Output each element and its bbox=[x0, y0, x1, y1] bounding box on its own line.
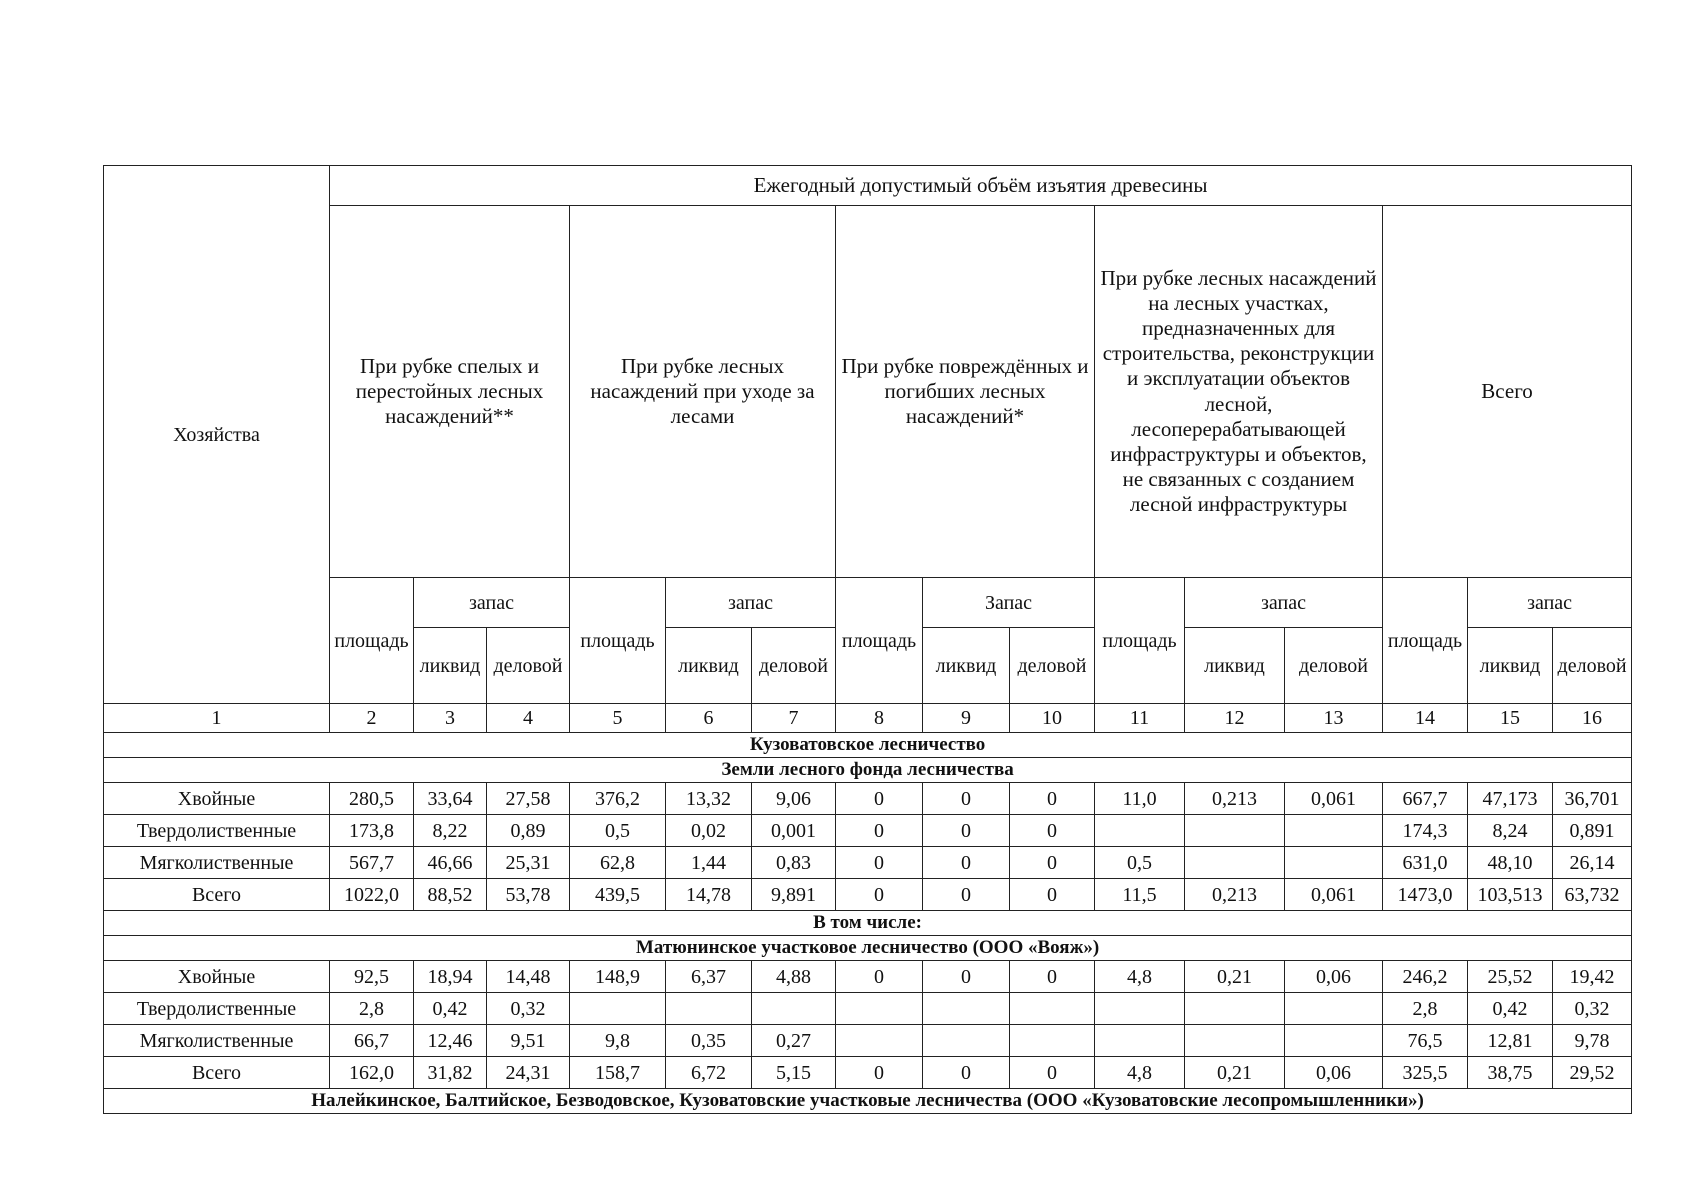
table-body bbox=[104, 733, 1632, 1114]
table-cell bbox=[1010, 993, 1095, 1025]
table-cell: 14,78 bbox=[666, 879, 752, 911]
table-row bbox=[104, 847, 1632, 879]
species-group-name: Твердолиственные bbox=[104, 815, 330, 847]
table-cell: 631,0 bbox=[1383, 847, 1468, 879]
table-cell bbox=[1285, 993, 1383, 1025]
table-cell: 174,3 bbox=[1383, 815, 1468, 847]
table-cell: 1,44 bbox=[666, 847, 752, 879]
table-row bbox=[104, 993, 1632, 1025]
table-cell: 0 bbox=[923, 1057, 1010, 1089]
table-cell: 29,52 bbox=[1553, 1057, 1632, 1089]
table-cell bbox=[1095, 815, 1185, 847]
table-cell: 9,78 bbox=[1553, 1025, 1632, 1057]
area-header: площадь bbox=[330, 578, 414, 704]
table-cell: 0,061 bbox=[1285, 783, 1383, 815]
stock-header: запас bbox=[666, 578, 836, 628]
table-cell: 92,5 bbox=[330, 961, 414, 993]
table-cell: 103,513 bbox=[1468, 879, 1553, 911]
table-cell bbox=[1185, 815, 1285, 847]
group-header-damaged-felling: При рубке повреждённых и погибших лесных насаждений* bbox=[836, 206, 1095, 578]
table-cell: 0,42 bbox=[1468, 993, 1553, 1025]
section-title-row bbox=[104, 733, 1632, 758]
table-cell: 27,58 bbox=[487, 783, 570, 815]
table-cell bbox=[752, 993, 836, 1025]
group-header-mature-felling: При рубке спелых и перестойных лесных насаждений** bbox=[330, 206, 570, 578]
table-cell: 0,001 bbox=[752, 815, 836, 847]
business-header: деловой bbox=[1010, 628, 1095, 704]
area-header: площадь bbox=[570, 578, 666, 704]
table-cell: 0 bbox=[1010, 879, 1095, 911]
table-cell: 6,72 bbox=[666, 1057, 752, 1089]
table-cell: 62,8 bbox=[570, 847, 666, 879]
table-cell: 0,21 bbox=[1185, 961, 1285, 993]
table-cell: 8,22 bbox=[414, 815, 487, 847]
table-cell bbox=[1010, 1025, 1095, 1057]
table-cell: 25,52 bbox=[1468, 961, 1553, 993]
table-cell bbox=[836, 1025, 923, 1057]
table-cell: 0 bbox=[923, 879, 1010, 911]
column-number: 11 bbox=[1095, 704, 1185, 733]
table-cell: 325,5 bbox=[1383, 1057, 1468, 1089]
table-row bbox=[104, 1057, 1632, 1089]
species-group-name: Хвойные bbox=[104, 961, 330, 993]
table-cell: 0 bbox=[923, 815, 1010, 847]
table-cell: 0 bbox=[923, 961, 1010, 993]
table-row bbox=[104, 879, 1632, 911]
table-cell: 4,88 bbox=[752, 961, 836, 993]
section-title-row bbox=[104, 911, 1632, 936]
column-number: 4 bbox=[487, 704, 570, 733]
column-number: 2 bbox=[330, 704, 414, 733]
table-row bbox=[104, 1025, 1632, 1057]
table-cell: 36,701 bbox=[1553, 783, 1632, 815]
liquid-header: ликвид bbox=[1468, 628, 1553, 704]
column-number: 13 bbox=[1285, 704, 1383, 733]
species-group-name: Мягколиственные bbox=[104, 847, 330, 879]
column-number: 16 bbox=[1553, 704, 1632, 733]
table-cell bbox=[836, 993, 923, 1025]
business-header: деловой bbox=[487, 628, 570, 704]
section-title: Налейкинское, Балтийское, Безводовское, Кузоватовские участковые лесничества (ООО «Кузоватовские лесопромышленники») bbox=[104, 1089, 1632, 1114]
table-cell: 0,89 bbox=[487, 815, 570, 847]
column-number: 7 bbox=[752, 704, 836, 733]
table-cell: 48,10 bbox=[1468, 847, 1553, 879]
table-cell: 31,82 bbox=[414, 1057, 487, 1089]
table-cell: 18,94 bbox=[414, 961, 487, 993]
table-cell: 1022,0 bbox=[330, 879, 414, 911]
table-cell: 11,5 bbox=[1095, 879, 1185, 911]
table-cell: 0 bbox=[836, 879, 923, 911]
table-row bbox=[104, 961, 1632, 993]
table-cell: 63,732 bbox=[1553, 879, 1632, 911]
table-cell: 162,0 bbox=[330, 1057, 414, 1089]
table-cell: 0,06 bbox=[1285, 961, 1383, 993]
table-cell: 0 bbox=[836, 847, 923, 879]
table-cell: 0,061 bbox=[1285, 879, 1383, 911]
group-header-total: Всего bbox=[1383, 206, 1632, 578]
table-cell: 0,06 bbox=[1285, 1057, 1383, 1089]
stock-header: запас bbox=[414, 578, 570, 628]
column-number: 9 bbox=[923, 704, 1010, 733]
column-number: 12 bbox=[1185, 704, 1285, 733]
section-title-row bbox=[104, 1089, 1632, 1114]
column-number: 6 bbox=[666, 704, 752, 733]
table-cell: 280,5 bbox=[330, 783, 414, 815]
table-row bbox=[104, 815, 1632, 847]
table-cell bbox=[1285, 1025, 1383, 1057]
area-header: площадь bbox=[836, 578, 923, 704]
table-cell bbox=[1285, 815, 1383, 847]
table-cell: 0,27 bbox=[752, 1025, 836, 1057]
table-cell: 0 bbox=[923, 783, 1010, 815]
table-cell bbox=[1285, 847, 1383, 879]
table-cell: 0,213 bbox=[1185, 879, 1285, 911]
table-cell: 12,46 bbox=[414, 1025, 487, 1057]
table-cell: 376,2 bbox=[570, 783, 666, 815]
allowable-harvest-table-sheet bbox=[103, 165, 1631, 1114]
table-cell bbox=[1185, 993, 1285, 1025]
table-cell: 0,32 bbox=[1553, 993, 1632, 1025]
area-header: площадь bbox=[1383, 578, 1468, 704]
table-cell: 667,7 bbox=[1383, 783, 1468, 815]
group-header-construction-felling: При рубке лесных насаждений на лесных участках, предназначенных для строительства, реконструкции и эксплуатации объектов лесной, лесоперерабатывающей инфраструктуры и объектов, не связанных с созданием лесной инфраструктуры bbox=[1095, 206, 1383, 578]
stock-header: Запас bbox=[923, 578, 1095, 628]
stock-header: запас bbox=[1185, 578, 1383, 628]
table-cell: 2,8 bbox=[1383, 993, 1468, 1025]
table-cell: 88,52 bbox=[414, 879, 487, 911]
table-cell: 12,81 bbox=[1468, 1025, 1553, 1057]
table-cell: 66,7 bbox=[330, 1025, 414, 1057]
table-cell: 1473,0 bbox=[1383, 879, 1468, 911]
table-cell: 0,21 bbox=[1185, 1057, 1285, 1089]
table-cell: 0,213 bbox=[1185, 783, 1285, 815]
table-cell: 0,32 bbox=[487, 993, 570, 1025]
section-title: Кузоватовское лесничество bbox=[104, 733, 1632, 758]
section-title-row bbox=[104, 936, 1632, 961]
section-title-row bbox=[104, 758, 1632, 783]
table-cell bbox=[1095, 993, 1185, 1025]
table-cell bbox=[1185, 1025, 1285, 1057]
column-number: 5 bbox=[570, 704, 666, 733]
farms-header: Хозяйства bbox=[104, 166, 330, 704]
column-number-row bbox=[104, 704, 1632, 733]
table-cell: 439,5 bbox=[570, 879, 666, 911]
table-cell bbox=[1185, 847, 1285, 879]
section-title: В том числе: bbox=[104, 911, 1632, 936]
table-cell: 9,51 bbox=[487, 1025, 570, 1057]
table-cell bbox=[923, 1025, 1010, 1057]
table-cell: 0 bbox=[1010, 783, 1095, 815]
stock-header: запас bbox=[1468, 578, 1632, 628]
table-cell: 0 bbox=[923, 847, 1010, 879]
table-cell: 9,8 bbox=[570, 1025, 666, 1057]
table-cell bbox=[1095, 1025, 1185, 1057]
table-cell: 14,48 bbox=[487, 961, 570, 993]
table-cell: 46,66 bbox=[414, 847, 487, 879]
table-cell: 148,9 bbox=[570, 961, 666, 993]
liquid-header: ликвид bbox=[923, 628, 1010, 704]
table-cell: 6,37 bbox=[666, 961, 752, 993]
table-cell: 0 bbox=[836, 783, 923, 815]
business-header: деловой bbox=[1285, 628, 1383, 704]
table-cell: 0,42 bbox=[414, 993, 487, 1025]
table-cell bbox=[923, 993, 1010, 1025]
allowable-harvest-table bbox=[103, 165, 1632, 1114]
area-header: площадь bbox=[1095, 578, 1185, 704]
table-cell: 567,7 bbox=[330, 847, 414, 879]
species-group-name: Всего bbox=[104, 1057, 330, 1089]
table-cell: 8,24 bbox=[1468, 815, 1553, 847]
column-number: 15 bbox=[1468, 704, 1553, 733]
table-cell: 33,64 bbox=[414, 783, 487, 815]
annual-volume-title: Ежегодный допустимый объём изъятия древесины bbox=[330, 166, 1632, 206]
column-number: 10 bbox=[1010, 704, 1095, 733]
group-header-care-felling: При рубке лесных насаждений при уходе за лесами bbox=[570, 206, 836, 578]
table-row bbox=[104, 783, 1632, 815]
table-cell: 173,8 bbox=[330, 815, 414, 847]
table-cell: 4,8 bbox=[1095, 1057, 1185, 1089]
species-group-name: Твердолиственные bbox=[104, 993, 330, 1025]
species-group-name: Хвойные bbox=[104, 783, 330, 815]
table-cell: 0,02 bbox=[666, 815, 752, 847]
liquid-header: ликвид bbox=[666, 628, 752, 704]
table-cell: 0 bbox=[836, 815, 923, 847]
species-group-name: Всего bbox=[104, 879, 330, 911]
business-header: деловой bbox=[752, 628, 836, 704]
table-cell: 26,14 bbox=[1553, 847, 1632, 879]
table-cell bbox=[666, 993, 752, 1025]
table-cell: 47,173 bbox=[1468, 783, 1553, 815]
table-cell: 19,42 bbox=[1553, 961, 1632, 993]
table-cell: 76,5 bbox=[1383, 1025, 1468, 1057]
liquid-header: ликвид bbox=[1185, 628, 1285, 704]
table-cell: 0 bbox=[1010, 847, 1095, 879]
table-cell: 0,5 bbox=[570, 815, 666, 847]
business-header: деловой bbox=[1553, 628, 1632, 704]
column-number: 1 bbox=[104, 704, 330, 733]
table-cell: 0 bbox=[1010, 815, 1095, 847]
table-cell bbox=[570, 993, 666, 1025]
table-cell: 158,7 bbox=[570, 1057, 666, 1089]
column-number: 3 bbox=[414, 704, 487, 733]
table-cell: 13,32 bbox=[666, 783, 752, 815]
table-cell: 5,15 bbox=[752, 1057, 836, 1089]
table-cell: 0,5 bbox=[1095, 847, 1185, 879]
table-cell: 0,83 bbox=[752, 847, 836, 879]
column-number: 14 bbox=[1383, 704, 1468, 733]
table-cell: 4,8 bbox=[1095, 961, 1185, 993]
table-cell: 0 bbox=[1010, 961, 1095, 993]
table-cell: 38,75 bbox=[1468, 1057, 1553, 1089]
table-cell: 246,2 bbox=[1383, 961, 1468, 993]
table-cell: 0 bbox=[836, 1057, 923, 1089]
table-cell: 11,0 bbox=[1095, 783, 1185, 815]
table-cell: 0,891 bbox=[1553, 815, 1632, 847]
table-cell: 9,06 bbox=[752, 783, 836, 815]
table-cell: 24,31 bbox=[487, 1057, 570, 1089]
section-title: Земли лесного фонда лесничества bbox=[104, 758, 1632, 783]
column-number: 8 bbox=[836, 704, 923, 733]
table-cell: 53,78 bbox=[487, 879, 570, 911]
section-title: Матюнинское участковое лесничество (ООО «Вояж») bbox=[104, 936, 1632, 961]
species-group-name: Мягколиственные bbox=[104, 1025, 330, 1057]
table-cell: 2,8 bbox=[330, 993, 414, 1025]
table-cell: 0,35 bbox=[666, 1025, 752, 1057]
liquid-header: ликвид bbox=[414, 628, 487, 704]
table-cell: 25,31 bbox=[487, 847, 570, 879]
table-cell: 9,891 bbox=[752, 879, 836, 911]
table-cell: 0 bbox=[836, 961, 923, 993]
table-cell: 0 bbox=[1010, 1057, 1095, 1089]
